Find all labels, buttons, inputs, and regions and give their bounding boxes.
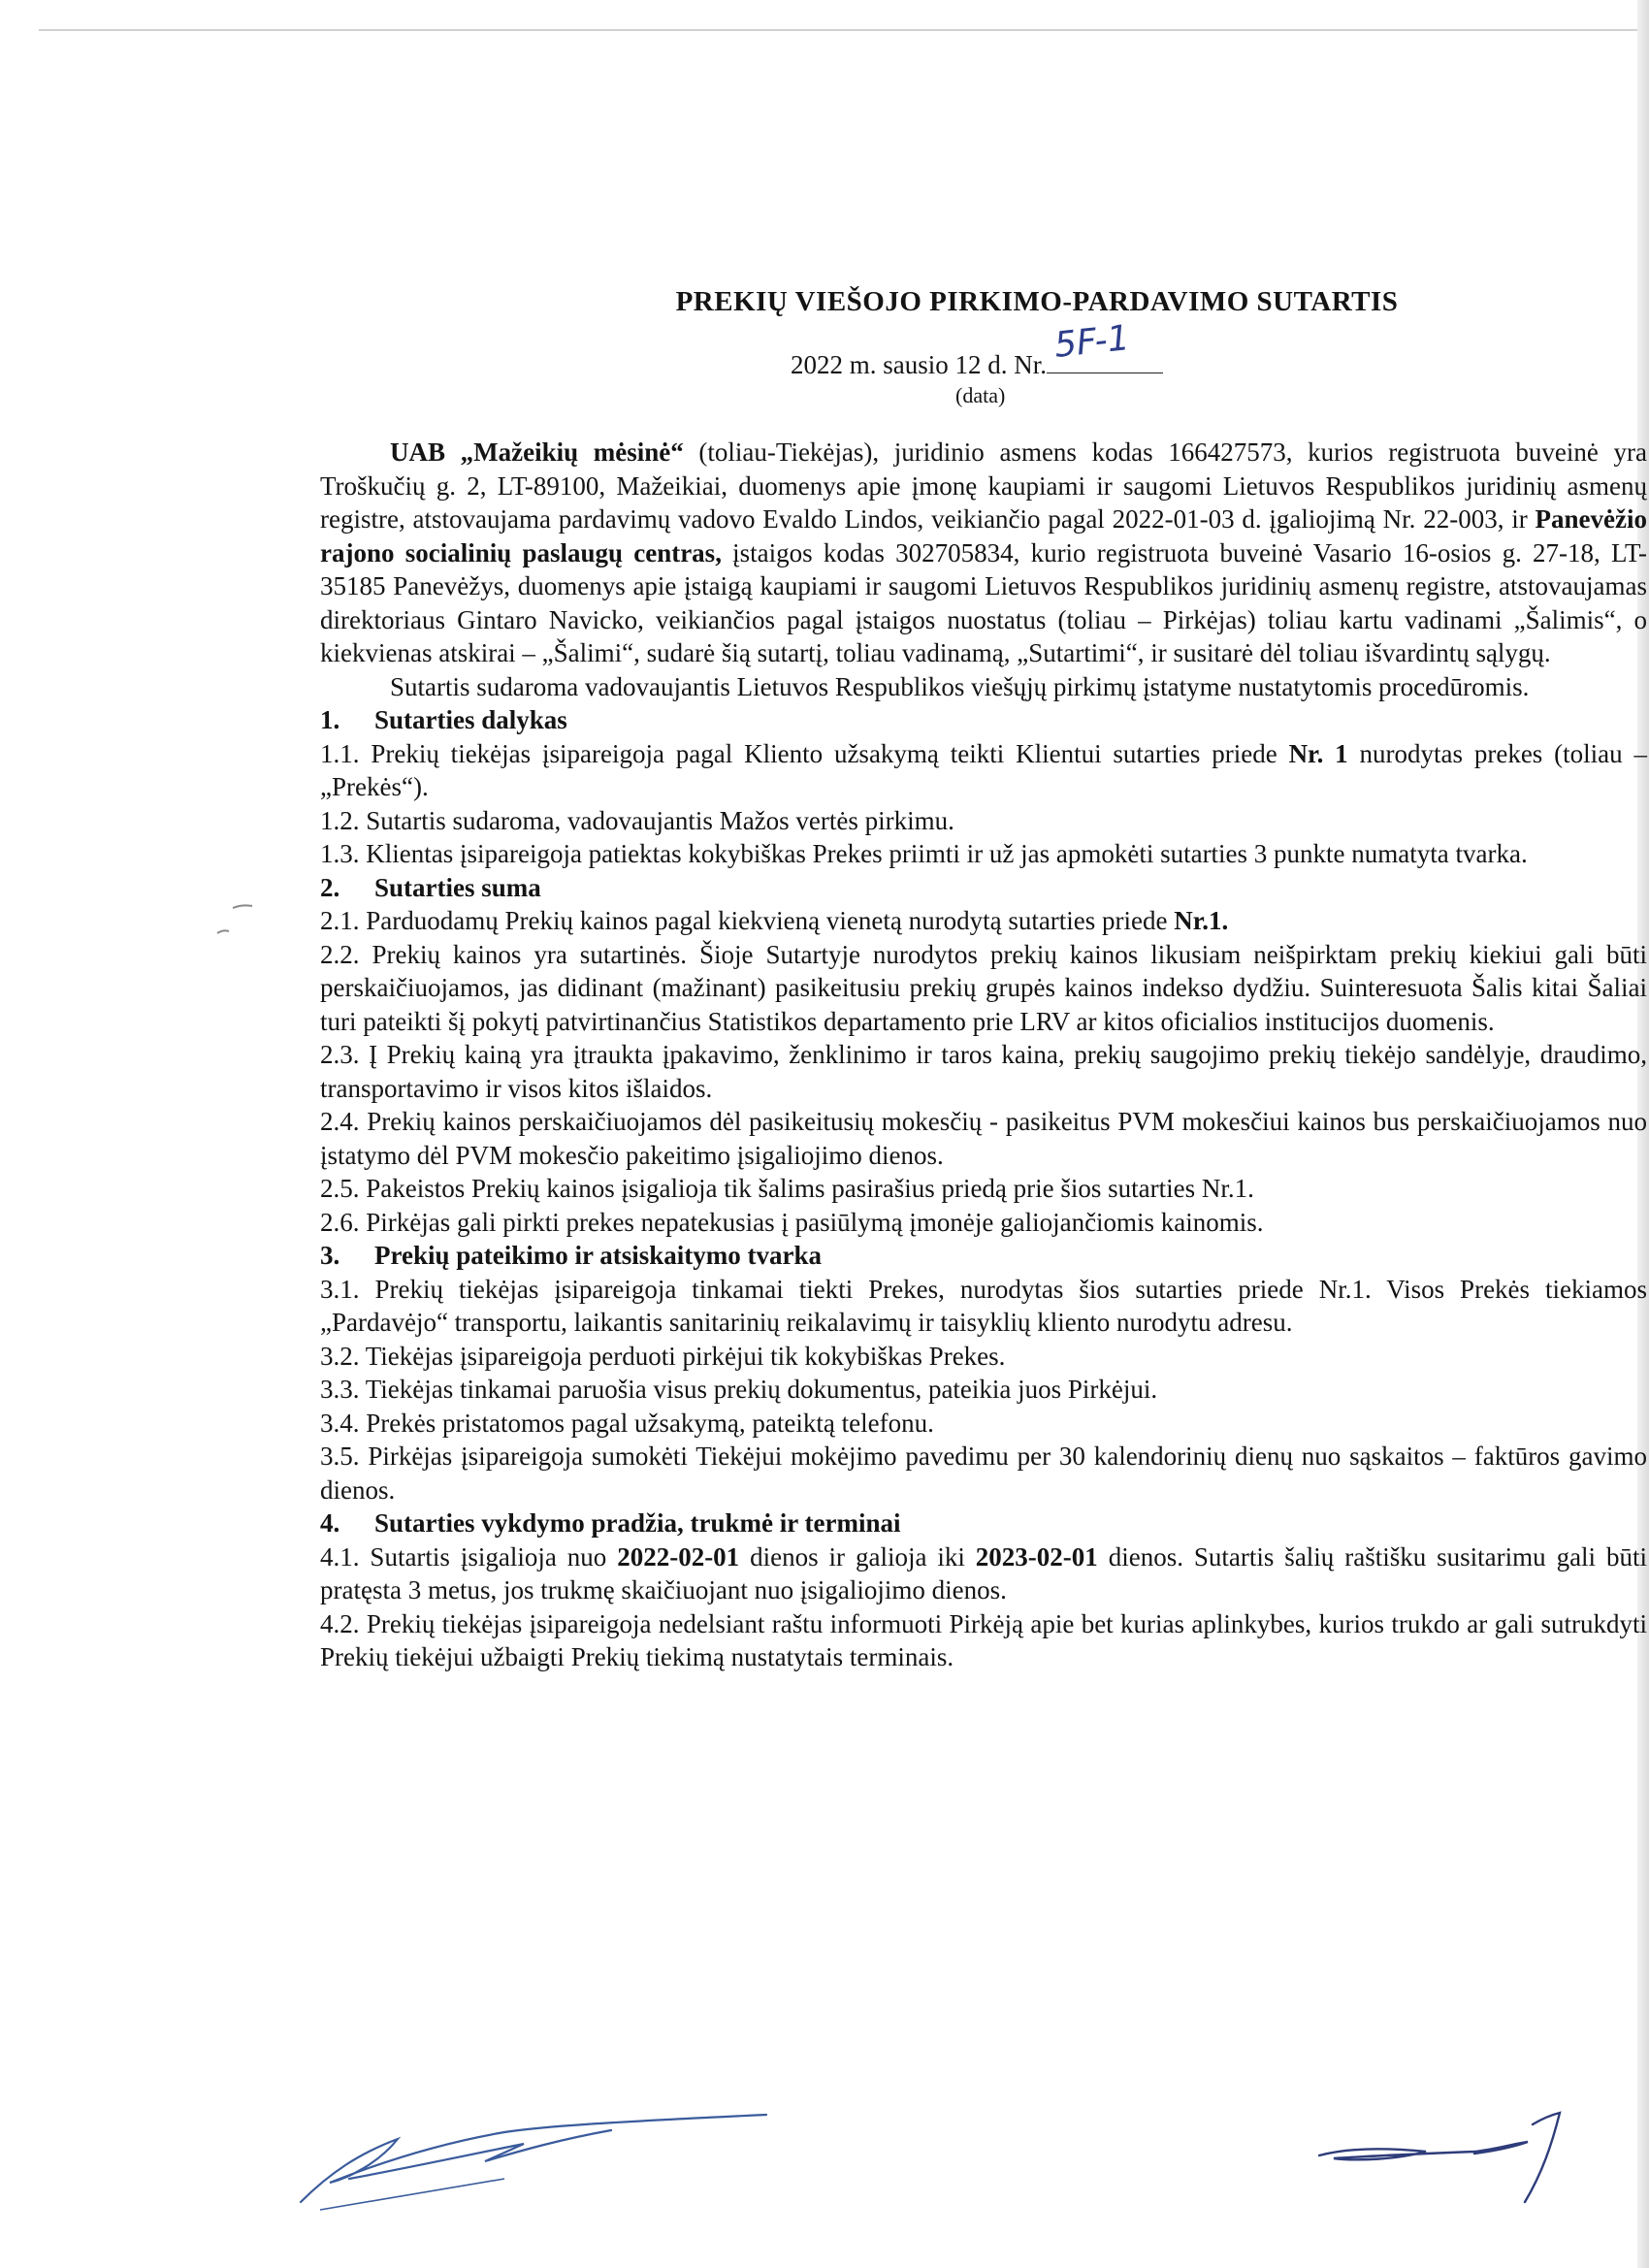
text-run: 2.5. Pakeistos Prekių kainos įsigalioja tik šalims pasirašius priedą prie šios sutarties Nr.1. xyxy=(320,1174,1254,1203)
clause-paragraph xyxy=(320,804,1647,838)
section-title: Sutarties vykdymo pradžia, trukmė ir terminai xyxy=(374,1508,901,1538)
clause-paragraph xyxy=(320,1607,1647,1674)
contract-page xyxy=(320,286,1647,1674)
clause-paragraph xyxy=(320,737,1647,804)
clause-paragraph xyxy=(320,1440,1647,1507)
text-run: dienos. Sutartis šalių raštišku susitarimu gali būti pratęsta 3 metus, jos trukmę skaičiuojant nuo įsigaliojimo dienos. xyxy=(320,1541,1647,1604)
bold-text-run: 2022-02-01 xyxy=(617,1541,740,1571)
clause-paragraph xyxy=(320,938,1647,1039)
preamble-paragraph: Sutartis sudaroma vadovaujantis Lietuvos Respublikos viešųjų pirkimų įstatyme nustatytomis procedūromis. xyxy=(390,671,1530,701)
sections-container xyxy=(320,703,1647,1674)
document-title: PREKIŲ VIEŠOJO PIRKIMO-PARDAVIMO SUTARTIS xyxy=(675,286,1399,317)
text-run: 2.3. Į Prekių kainą yra įtraukta įpakavimo, ženklinimo ir taros kaina, prekių saugojimo prekių tiekėjo sandėlyje, draudimo, transportavimo ir visos kitos išlaidos. xyxy=(320,1040,1647,1103)
text-run: 4.2. Prekių tiekėjas įsipareigoja nedelsiant raštu informuoti Pirkėją apie bet kurias aplinkybes, kurios trukdo ar gali sutrukdyti Prekių tiekėjui užbaigti Prekių tiekimą nustatytais terminais. xyxy=(320,1608,1647,1671)
text-run: įstaigos kodas 302705834, kurio registruota buveinė Vasario 16-osios g. 27-18, LT-35185 Panevėžys, duomenys apie įstaigą kaupiami ir saugomi Lietuvos Respublikos juridinių asmenų registre, atstovaujamas direktoriaus Gintaro Navicko, veikiančios pagal įstaigos nuostatus (toliau – Pirkėjas) toliau kartu vadinami „Šalimis“, o kiekvienas atskirai – „Šalimi“, sudarė šią sutartį, toliau vadinamą, „Sutartimi“, ir susitarė dėl toliau išvardintų sąlygų. xyxy=(320,537,1648,667)
text-run: 1.3. Klientas įsipareigoja patiektas kokybiškas Prekes priimti ir už jas apmokėti sutarties 3 punkte numatyta tvarka. xyxy=(320,839,1528,868)
date-line xyxy=(320,318,1647,381)
text-run: dienos ir galioja iki xyxy=(739,1541,976,1571)
section-number: 3. xyxy=(320,1241,340,1270)
section-number: 4. xyxy=(320,1508,340,1538)
clause-paragraph xyxy=(320,904,1647,938)
contract-number-blank xyxy=(1047,318,1163,373)
clause-paragraph xyxy=(320,1340,1647,1374)
intro-paragraph xyxy=(320,436,1647,670)
clause-paragraph xyxy=(320,1373,1647,1407)
clause-paragraph xyxy=(320,1172,1647,1206)
section-heading xyxy=(320,1507,1647,1540)
section-number: 2. xyxy=(320,872,340,902)
signature-right xyxy=(1310,2105,1581,2221)
text-run: 3.5. Pirkėjas įsipareigoja sumokėti Tiekėjui mokėjimo pavedimu per 30 kalendorinių dienų nuo sąskaitos – faktūros gavimo dienos. xyxy=(320,1442,1647,1505)
text-run: (toliau-Tiekėjas), juridinio asmens kodas 166427573, kurios registruota buveinė yra Troškučių g. 2, LT-89100, Mažeikiai, duomenys apie įmonę kaupiami ir saugomi Lietuvos Respublikos juridinių asmenų registre, atstovaujama pardavimų vadovo Evaldo Lindos, veikiančio pagal 2022-01-03 d. įgaliojimą Nr. 22-003, ir xyxy=(320,437,1647,534)
text-run: 2.2. Prekių kainos yra sutartinės. Šioje Sutartyje nurodytos prekių kainos likusiam neišpirktam prekių kiekiui gali būti perskaičiuojamos, jas didinant (mažinant) pasikeitusiu prekių grupės kainos indekso dydžiu. Suinteresuota Šalis kitai Šaliai turi pateikti šį pokytį patvirtinančius Statistikos departamento prie LRV ar kitos oficialios institucijos duomenis. xyxy=(320,939,1647,1036)
bold-text-run: 2023-02-01 xyxy=(975,1541,1098,1571)
clause-paragraph xyxy=(320,1038,1647,1105)
handwritten-contract-number: 5F-1 xyxy=(1052,318,1132,366)
clause-paragraph xyxy=(320,1407,1647,1441)
text-run: 1.2. Sutartis sudaroma, vadovaujantis Mažos vertės pirkimu. xyxy=(320,805,954,835)
text-run: 3.2. Tiekėjas įsipareigoja perduoti pirkėjui tik kokybiškas Prekes. xyxy=(320,1341,1006,1371)
signature-left xyxy=(291,2086,795,2212)
text-run: 4.1. Sutartis įsigalioja nuo xyxy=(320,1541,618,1571)
section-title: Sutarties suma xyxy=(374,872,541,902)
section-number: 1. xyxy=(320,705,340,734)
text-run: 2.1. Parduodamų Prekių kainos pagal kiekvieną vienetą nurodytą sutarties priede xyxy=(320,906,1175,935)
text-run: nurodytas prekes (toliau – „Prekės“). xyxy=(320,738,1647,801)
text-run: 3.4. Prekės pristatomos pagal užsakymą, pateiktą telefonu. xyxy=(320,1408,934,1438)
bold-text-run: Nr.1. xyxy=(1174,906,1229,935)
bold-text-run: Panevėžio rajono socialinių paslaugų centras, xyxy=(320,504,1647,567)
section-title: Prekių pateikimo ir atsiskaitymo tvarka xyxy=(374,1241,823,1270)
bold-text-run: UAB „Mažeikių mėsinė“ xyxy=(390,437,684,467)
clause-paragraph xyxy=(320,1105,1647,1172)
section-title: Sutarties dalykas xyxy=(374,705,567,734)
stray-pen-mark xyxy=(215,902,259,941)
text-run: 2.6. Pirkėjas gali pirkti prekes nepatekusias į pasiūlymą įmonėje galiojančiomis kainomis. xyxy=(320,1207,1264,1237)
text-run: 3.1. Prekių tiekėjas įsipareigoja tinkamai tiekti Prekes, nurodytas šios sutarties priede Nr.1. Visos Prekės tiekiamos „Pardavėjo“ transportu, laikantis sanitarinių reikalavimų ir taisyklių kliento nurodytu adresu. xyxy=(320,1274,1647,1337)
text-run: 1.1. Prekių tiekėjas įsipareigoja pagal Kliento užsakymą teikti Klientui sutarties priede xyxy=(320,738,1289,768)
clause-paragraph xyxy=(320,1540,1647,1607)
clause-paragraph xyxy=(320,1206,1647,1240)
section-heading xyxy=(320,1239,1647,1273)
scan-top-edge-line xyxy=(39,29,1649,31)
section-heading xyxy=(320,703,1647,737)
date-caption: (data) xyxy=(955,383,1006,407)
text-run: 2.4. Prekių kainos perskaičiuojamos dėl pasikeitusių mokesčių - pasikeitus PVM mokesčiui kainos bus perskaičiuojamos nuo įstatymo dėl PVM mokesčio pakeitimo įsigaliojimo dienos. xyxy=(320,1107,1647,1170)
contract-body xyxy=(320,436,1647,1674)
date-prefix: 2022 m. sausio 12 d. Nr. xyxy=(791,350,1048,379)
clause-paragraph xyxy=(320,837,1647,871)
text-run: 3.3. Tiekėjas tinkamai paruošia visus prekių dokumentus, pateikia juos Pirkėjui. xyxy=(320,1375,1158,1404)
clause-paragraph xyxy=(320,1273,1647,1340)
bold-text-run: Nr. 1 xyxy=(1288,738,1348,768)
section-heading xyxy=(320,871,1647,905)
